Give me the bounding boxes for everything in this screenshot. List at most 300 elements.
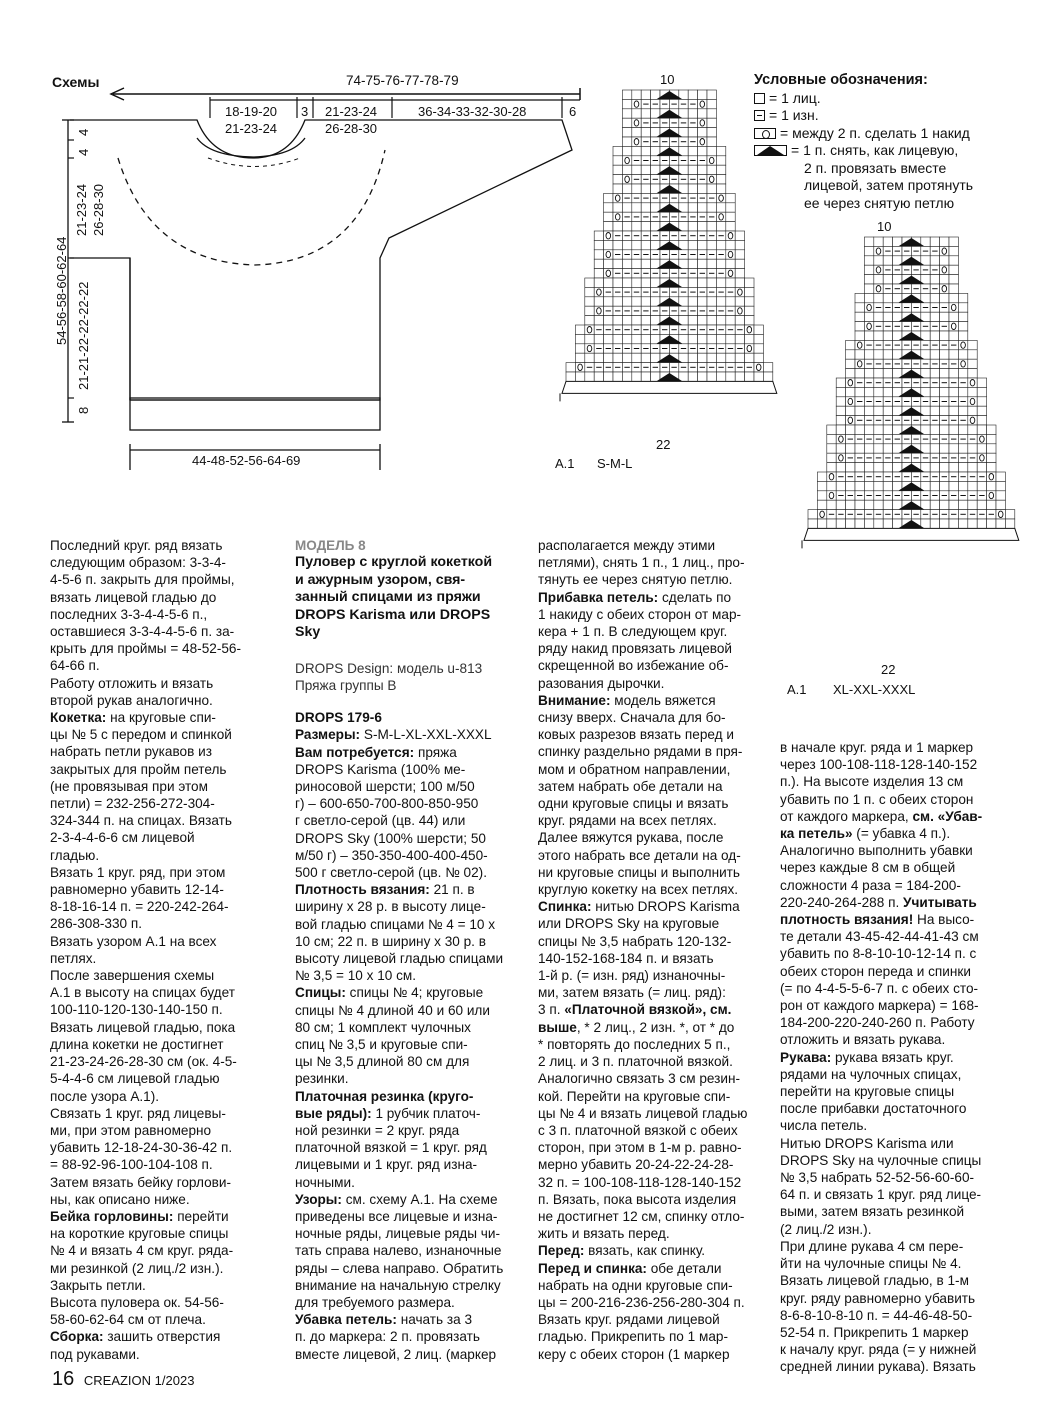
text-span: выми, затем вязать резинкой: [780, 1204, 965, 1220]
text-span: петлях.: [50, 950, 97, 966]
chart-cell: [613, 372, 622, 381]
text-line: [780, 963, 1005, 980]
chart-cell: [707, 109, 716, 118]
chart-cell: [641, 334, 650, 343]
text-span: на круговые спи-: [110, 710, 216, 726]
chart-cell: [949, 293, 958, 302]
text-line: [295, 677, 520, 694]
text-line: [50, 1088, 282, 1105]
chart-cell: [827, 481, 836, 490]
chart-cell: [594, 316, 603, 325]
text-span: 1 рубчик платоч-: [375, 1105, 481, 1121]
text-line: [295, 607, 520, 625]
text-span: 5-4-4-6 см лицевой гладью: [50, 1071, 220, 1087]
chart-cell: [707, 146, 716, 155]
text-line: [538, 571, 763, 588]
chart-cell: [745, 372, 754, 381]
text-span: 80 см; 1 комплект чулочных: [295, 1019, 471, 1035]
chart-cell: [968, 519, 977, 528]
chart1-sizes: S-M-L: [597, 456, 633, 471]
bold-term: Кокетка:: [50, 710, 107, 726]
text-span: (2 лиц./2 изн.).: [780, 1221, 872, 1237]
chart-cell: [707, 353, 716, 362]
yarn-over-mark: [876, 267, 881, 273]
text-line: [50, 864, 282, 881]
chart-cell: [716, 175, 725, 184]
chart-cell: [855, 519, 864, 528]
chart-cell: [968, 406, 977, 415]
text-span: 8-18-16-14 п. = 220-242-264-: [50, 899, 229, 915]
chart-cell: [949, 463, 958, 472]
chart-cell: [698, 203, 707, 212]
chart-cell: [594, 259, 603, 268]
text-line: [780, 791, 1005, 808]
chart-cell: [745, 306, 754, 315]
chart-cell: [698, 334, 707, 343]
bold-term: Бейка горловины:: [50, 1208, 174, 1224]
chart-cell: [968, 425, 977, 434]
chart-cell: [855, 425, 864, 434]
yarn-over-mark: [709, 176, 714, 182]
text-line: [295, 537, 520, 554]
chart-cell: [968, 359, 977, 368]
text-line: [538, 881, 763, 898]
chart-cell: [632, 297, 641, 306]
chart-cell: [855, 312, 864, 321]
chart-cell: [632, 240, 641, 249]
text-line: [50, 571, 282, 588]
chart-cell: [836, 416, 845, 425]
text-span: Связать 1 круг. ряд лицевы-: [50, 1105, 226, 1121]
chart-cell: [716, 353, 725, 362]
text-span: перейти на круговые спицы: [780, 1084, 955, 1100]
chart-cell: [707, 372, 716, 381]
text-span: 8-6-8-10-8-10 п. = 44-46-48-50-: [780, 1307, 973, 1323]
text-span: 10 см; 22 п. в ширину х 30 р. в: [295, 933, 486, 949]
chart-cell: [817, 500, 826, 509]
text-line: [295, 726, 520, 743]
yarn-over-mark: [634, 101, 639, 107]
chart-cell: [613, 222, 622, 231]
text-line: [50, 967, 282, 984]
chart-cell: [808, 519, 817, 528]
chart-cell: [836, 387, 845, 396]
text-line: [780, 1066, 1005, 1083]
bold-term: Вам потребуется:: [295, 744, 415, 760]
text-span: резинки.: [295, 1071, 349, 1087]
text-line: [295, 1277, 520, 1294]
chart-cell: [883, 369, 892, 378]
text-span: Высота пуловера ок. 54-56-: [50, 1294, 224, 1310]
text-span: мом и обратном направлении,: [538, 761, 731, 777]
text-span: сделать по: [662, 589, 732, 605]
bold-term: Узоры:: [295, 1191, 342, 1207]
text-line: [538, 709, 763, 726]
chart-cell: [745, 287, 754, 296]
text-line: [538, 1105, 763, 1122]
chart-cell: [827, 434, 836, 443]
text-line: [780, 808, 1005, 825]
text-span: ни круговые спицы и выполнить: [538, 864, 740, 880]
chart-cell: [622, 259, 631, 268]
chart1-top-count: 10: [660, 72, 675, 87]
text-span: А.1 в высоту на спицах будет: [50, 985, 235, 1001]
chart-cell: [622, 184, 631, 193]
text-line: [295, 1191, 520, 1208]
chart-cell: [846, 340, 855, 349]
chart-cell: [604, 222, 613, 231]
text-span: круг. рядами на всех петлях.: [538, 813, 717, 829]
chart-cell: [622, 90, 631, 99]
text-span: 4-5-6 п. закрыть для проймы,: [50, 572, 235, 588]
chart-cell: [836, 378, 845, 387]
chart-cell: [698, 109, 707, 118]
text-span: ной резинки = 2 круг. ряда: [295, 1122, 460, 1138]
chart-cell: [930, 519, 939, 528]
text-line: [295, 1053, 520, 1070]
chart-cell: [940, 444, 949, 453]
text-line: [538, 1139, 763, 1156]
legend-decrease-4: ее через снятую петлю: [804, 194, 955, 211]
chart-cell: [735, 334, 744, 343]
yarn-over-mark: [728, 270, 733, 276]
text-span: Вязать лицевой гладью, в 1-м: [780, 1273, 969, 1289]
chart-cell: [846, 519, 855, 528]
chart-cell: [883, 331, 892, 340]
chart-cell: [707, 128, 716, 137]
chart-cell: [707, 297, 716, 306]
yarn-over-mark: [709, 157, 714, 163]
text-line: [780, 1186, 1005, 1203]
chart-cell: [641, 109, 650, 118]
chart-cell: [641, 146, 650, 155]
text-span: ночные ряды, лицевые ряды чи-: [295, 1226, 500, 1242]
chart-cell: [846, 350, 855, 359]
knitting-chart-a1-xl-xxl-xxxl: [775, 218, 1035, 698]
chart-cell: [688, 240, 697, 249]
text-span: 220-240-264-288 п.: [780, 894, 900, 910]
chart-cell: [940, 237, 949, 246]
chart-cell: [632, 165, 641, 174]
text-span: гладью. Прикрепить по 1 мар-: [538, 1329, 728, 1345]
chart-cell: [883, 500, 892, 509]
chart-cell: [688, 372, 697, 381]
text-span: лицевыми и 1 круг. ряд изна-: [295, 1157, 478, 1173]
chart-cell: [958, 481, 967, 490]
top-width-label: 74-75-76-77-78-79: [346, 73, 459, 88]
chart-cell: [836, 463, 845, 472]
chart-cell: [874, 481, 883, 490]
chart-cell: [622, 240, 631, 249]
text-line: [295, 898, 520, 915]
chart-cell: [745, 334, 754, 343]
chart-cell: [735, 297, 744, 306]
cuff-width: 6: [569, 104, 577, 119]
chart-cell: [726, 278, 735, 287]
chart-cell: [855, 303, 864, 312]
chart-cell: [827, 519, 836, 528]
chart-cell: [688, 222, 697, 231]
text-line: [50, 1122, 282, 1139]
legend-knit: = 1 лиц.: [769, 89, 821, 106]
chart-cell: [632, 90, 641, 99]
text-span: затем набрать обе детали на: [538, 778, 723, 794]
chart-cell: [632, 222, 641, 231]
chart-cell: [726, 212, 735, 221]
text-span: сложности 4 раза = 184-200-: [780, 877, 961, 893]
text-column-4: [780, 739, 1005, 1376]
chart-cell: [883, 519, 892, 528]
chart-cell: [864, 312, 873, 321]
text-line: [780, 928, 1005, 945]
text-span: = 88-92-96-100-104-108 п.: [50, 1157, 213, 1173]
chart-cell: [977, 387, 986, 396]
text-line: [780, 1203, 1005, 1220]
chart-cell: [846, 425, 855, 434]
text-span: 1-й р. (= изн. ряд) изнаночны-: [538, 968, 726, 984]
bold-term: Размеры:: [295, 727, 361, 743]
text-line: [50, 795, 282, 812]
chart-cell: [594, 240, 603, 249]
text-span: модель вяжется: [614, 692, 716, 708]
text-span: через каждые 8 см в общей: [780, 860, 956, 876]
chart-cell: [707, 184, 716, 193]
chart-cell: [622, 297, 631, 306]
chart-cell: [940, 369, 949, 378]
chart-cell: [864, 406, 873, 415]
text-line: [780, 1324, 1005, 1341]
chart-cell: [613, 165, 622, 174]
text-span: 324-344 п. на спицах. Вязать: [50, 813, 232, 829]
text-span: Закрыть петли.: [50, 1277, 146, 1293]
chart-cell: [641, 259, 650, 268]
chart-cell: [968, 481, 977, 490]
chart-cell: [968, 463, 977, 472]
legend-decrease-1: = 1 п. снять, как лицевую,: [791, 142, 959, 158]
legend-purl: = 1 изн.: [769, 107, 819, 123]
chart-cell: [817, 519, 826, 528]
yarn-over-mark: [980, 455, 985, 461]
bold-term: вые ряды):: [295, 1105, 372, 1121]
chart-cell: [688, 109, 697, 118]
text-span: второй рукав аналогично.: [50, 692, 213, 708]
chart-cell: [707, 259, 716, 268]
chart-cell: [688, 90, 697, 99]
chart-cell: [575, 325, 584, 334]
chart-cell: [698, 165, 707, 174]
text-span: на короткие круговые спицы: [50, 1226, 229, 1242]
chart-cell: [754, 344, 763, 353]
chart-cell: [855, 481, 864, 490]
chart-cell: [864, 275, 873, 284]
yarn-over-mark: [848, 380, 853, 386]
text-span: этого набрать все детали на од-: [538, 847, 741, 863]
chart-cell: [958, 350, 967, 359]
text-span: 500 г светло-серой (цв. № 02).: [295, 864, 487, 880]
text-span: № 4 и вязать 4 см круг. ряда-: [50, 1243, 234, 1259]
bottom-width-label: 44-48-52-56-64-69: [192, 453, 301, 468]
text-span: скрещенной во избежание об-: [538, 658, 729, 674]
text-line: [295, 744, 520, 761]
text-line: [50, 537, 282, 554]
chart-cell: [864, 284, 873, 293]
text-span: риносовой шерсти; 100 м/50: [295, 778, 475, 794]
text-line: [295, 554, 520, 572]
text-line: [780, 842, 1005, 859]
chart-cell: [613, 156, 622, 165]
text-line: [538, 1036, 763, 1053]
text-line: [50, 726, 282, 743]
yarn-over-mark: [578, 364, 583, 370]
chart-cell: [622, 146, 631, 155]
chart-cell: [977, 463, 986, 472]
text-span: После завершения схемы: [50, 968, 215, 984]
bold-term: плотность вязания!: [780, 912, 914, 928]
text-line: [295, 778, 520, 795]
chart2-top-count: 10: [877, 219, 892, 234]
chart-cell: [930, 350, 939, 359]
v-total-label: 54-56-58-60-62-64: [54, 236, 69, 345]
yarn-over-mark: [606, 233, 611, 239]
text-line: [295, 1346, 520, 1363]
text-line: [295, 1328, 520, 1345]
chart-cell: [949, 312, 958, 321]
chart-cell: [987, 425, 996, 434]
chart-cell: [613, 334, 622, 343]
chart-cell: [958, 500, 967, 509]
text-line: [295, 933, 520, 950]
v-body-label: 21-21-22-22-22-22: [76, 281, 91, 390]
text-line: [780, 1135, 1005, 1152]
chart-cell: [968, 500, 977, 509]
yarn-over-mark: [857, 361, 862, 367]
text-line: [50, 1225, 282, 1242]
chart-cell: [808, 510, 817, 519]
yarn-over-mark: [747, 327, 752, 333]
chart-cell: [688, 184, 697, 193]
chart-cell: [641, 90, 650, 99]
text-span: Далее вяжутся рукава, после: [538, 830, 724, 846]
chart-cell: [987, 453, 996, 462]
text-span: 64 п. и связать 1 круг. ряд лице-: [780, 1187, 982, 1203]
text-span: Работу отложить и вязать: [50, 675, 214, 691]
chart-cell: [632, 259, 641, 268]
text-span: 58-60-62-64 см от плеча.: [50, 1312, 206, 1328]
chart-cell: [874, 406, 883, 415]
chart-cell: [817, 491, 826, 500]
chart-cell: [585, 316, 594, 325]
yarn-over-mark: [587, 345, 592, 351]
chart-cell: [585, 306, 594, 315]
text-span: круг. ряду равномерно убавить: [780, 1290, 976, 1306]
text-span: цы = 200-216-236-256-280-304 п.: [538, 1294, 745, 1310]
text-span: Пряжа группы B: [295, 677, 397, 693]
chart-cell: [566, 363, 575, 372]
chart-cell: [949, 425, 958, 434]
text-span: разования дырочки.: [538, 675, 665, 691]
chart-cell: [632, 316, 641, 325]
chart-cell: [977, 416, 986, 425]
chart-cell: [855, 444, 864, 453]
yarn-over-mark: [970, 417, 975, 423]
text-span: закрытых для пройм петель: [50, 761, 227, 777]
chart-cell: [726, 203, 735, 212]
yarn-over-mark: [634, 139, 639, 145]
yarn-over-mark: [587, 327, 592, 333]
chart-cell: [864, 444, 873, 453]
text-line: [538, 589, 763, 606]
yarn-over-mark: [839, 455, 844, 461]
chart-cell: [707, 222, 716, 231]
chart-cell: [930, 331, 939, 340]
chart-cell: [688, 316, 697, 325]
legend-yarn-over: = между 2 п. сделать 1 накид: [780, 124, 970, 141]
text-line: [295, 1122, 520, 1139]
text-span: через 100-108-118-128-140-152: [780, 757, 978, 773]
chart-cell: [846, 481, 855, 490]
chart-cell: [622, 109, 631, 118]
chart-cell: [883, 481, 892, 490]
yoke-width-1: 21-23-24: [325, 104, 378, 119]
text-span: * повторять до последних 5 п.,: [538, 1036, 731, 1052]
text-span: петли) = 232-256-272-304-: [50, 796, 215, 812]
text-span: снизу вверх. Сначала для бо-: [538, 710, 726, 726]
chart-cell: [613, 203, 622, 212]
chart-cell: [575, 372, 584, 381]
chart-cell: [968, 369, 977, 378]
chart-cell: [688, 297, 697, 306]
text-line: [538, 812, 763, 829]
chart-cell: [987, 519, 996, 528]
yarn-over-mark: [876, 248, 881, 254]
text-span: Аналогично выполнить убавки: [780, 843, 973, 859]
chart-cell: [707, 99, 716, 108]
chart-cell: [883, 425, 892, 434]
text-span: (= убавка 4 п.).: [856, 826, 951, 842]
text-span: 3 п.: [538, 1002, 561, 1018]
chart-cell: [949, 500, 958, 509]
chart-cell: [585, 372, 594, 381]
chart-cell: [716, 240, 725, 249]
chart-cell: [930, 463, 939, 472]
chart-cell: [846, 500, 855, 509]
text-line: [780, 1117, 1005, 1134]
chart-cell: [874, 256, 883, 265]
chart-cell: [958, 425, 967, 434]
chart-cell: [698, 259, 707, 268]
chart-cell: [735, 240, 744, 249]
text-span: DROPS Karisma или DROPS: [295, 606, 491, 623]
text-line: [50, 1053, 282, 1070]
text-line: [538, 864, 763, 881]
chart-cell: [930, 237, 939, 246]
text-line: [50, 1260, 282, 1277]
chart-cell: [707, 118, 716, 127]
text-span: вместе лицевой, 2 лиц. (маркер: [295, 1346, 497, 1362]
text-span: под рукавами.: [50, 1346, 140, 1362]
yarn-over-mark: [867, 323, 872, 329]
text-span: те детали 43-45-42-44-41-43 см: [780, 929, 979, 945]
yarn-over-mark: [951, 323, 956, 329]
chart-cell: [641, 372, 650, 381]
chart-cell: [707, 316, 716, 325]
text-span: набрать на одни круговые спи-: [538, 1277, 733, 1293]
text-line: [50, 709, 282, 726]
text-line: [50, 640, 282, 657]
text-span: 2 лиц. и 3 п. платочной вязкой.: [538, 1054, 733, 1070]
text-span: , * 2 лиц., 2 изн. *, от * до: [576, 1019, 735, 1035]
chart2-sizes: XL-XXL-XXXL: [833, 682, 916, 697]
